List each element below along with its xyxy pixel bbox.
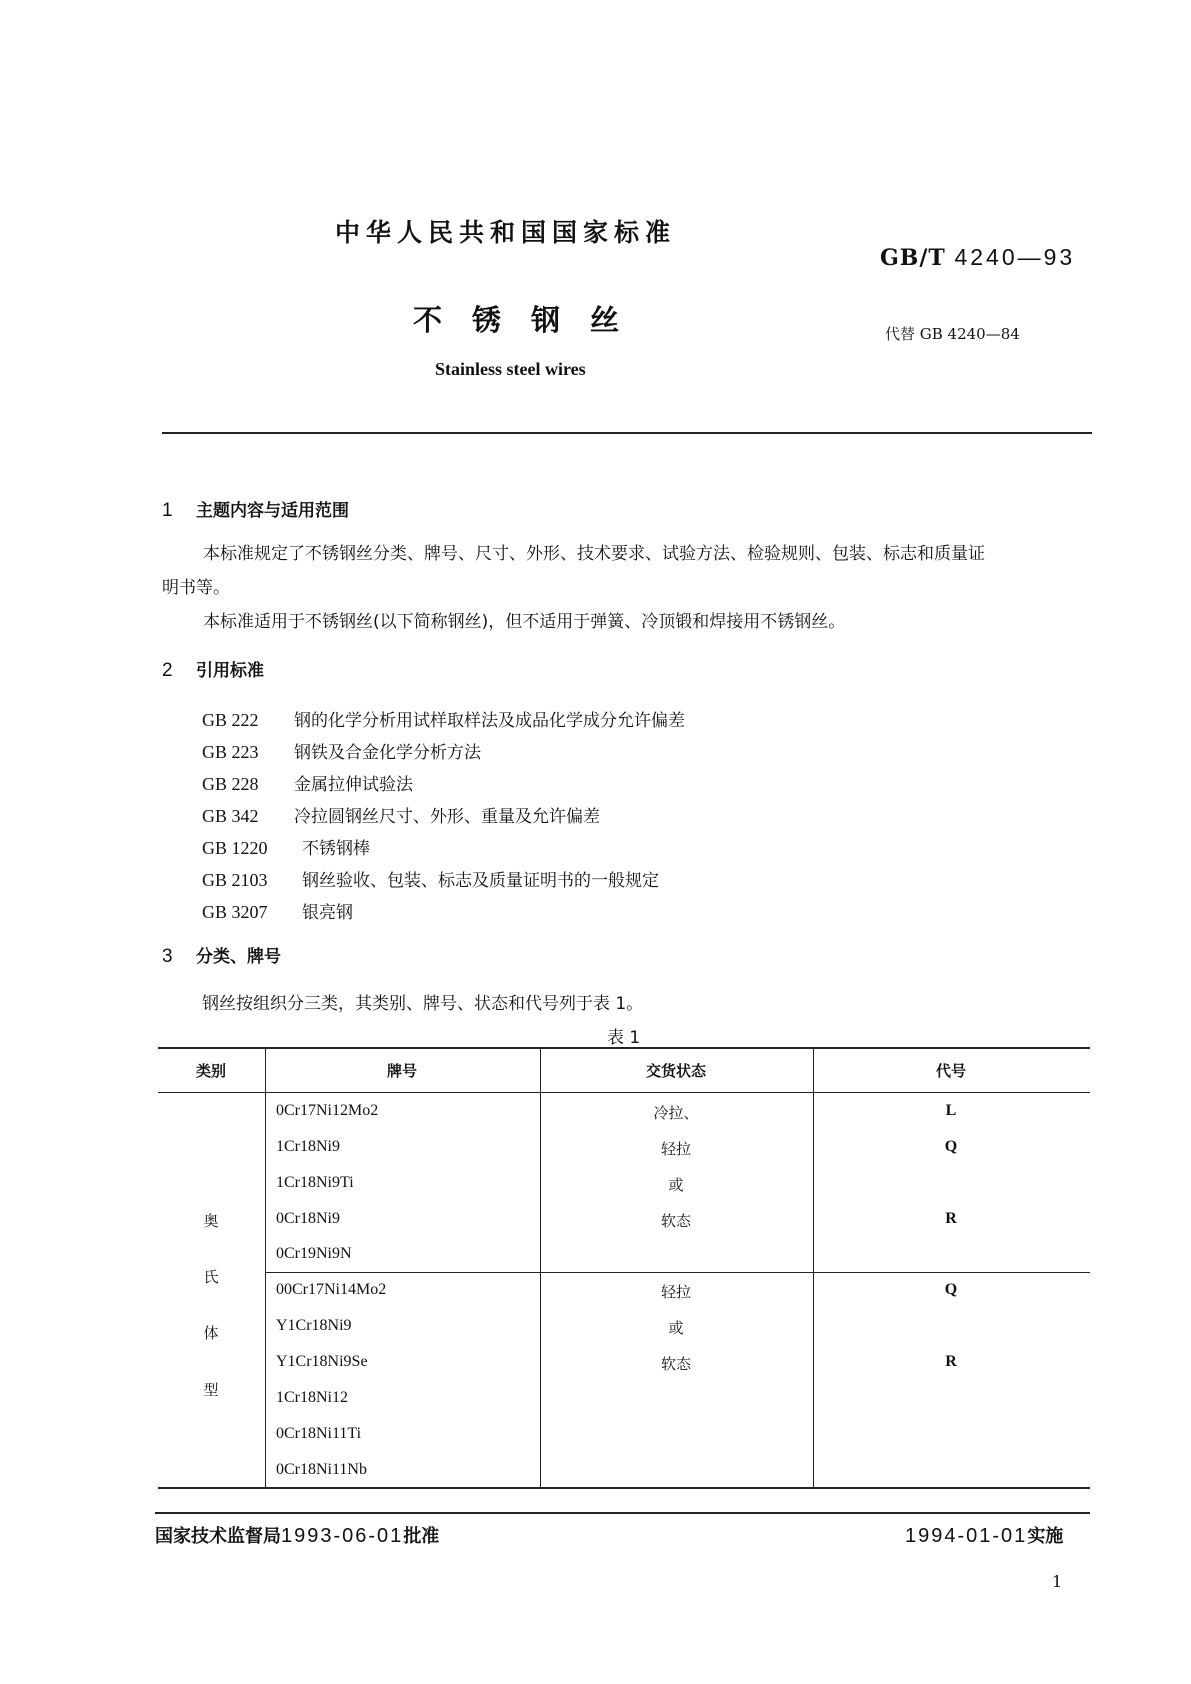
column-header-category: 类别 [195, 1062, 227, 1080]
grade-cell: 0Cr17Ni12Mo2 [276, 1102, 379, 1119]
section-number: 1 [162, 500, 173, 521]
reference-code: GB 1220 [202, 838, 268, 858]
approval-label: 批准 [403, 1526, 440, 1547]
effective-note [905, 1522, 1063, 1548]
delivery-state-cell: 轻拉 [660, 1140, 692, 1158]
table-bottom-rule [158, 1487, 1090, 1489]
section-number: 3 [162, 946, 173, 967]
reference-title: 钢丝验收、包装、标志及质量证明书的一般规定 [302, 871, 659, 891]
grade-cell: 0Cr18Ni11Nb [276, 1461, 367, 1478]
table-top-rule [158, 1047, 1090, 1049]
table-1 [158, 1047, 1090, 1488]
reference-code: GB 222 [202, 710, 259, 730]
delivery-state-cell: 或 [668, 1176, 684, 1194]
standard-number [880, 244, 1075, 271]
grade-cell: 1Cr18Ni9 [276, 1138, 340, 1155]
reference-item [202, 866, 659, 891]
approval-note [155, 1522, 439, 1548]
document-title-en: Stainless steel wires [435, 359, 586, 379]
reference-code: GB 223 [202, 742, 259, 762]
table-caption: 表 1 [607, 1028, 641, 1048]
reference-item [202, 898, 353, 923]
column-divider [813, 1047, 814, 1488]
grade-cell: 0Cr19Ni9N [276, 1245, 352, 1262]
reference-item [202, 738, 481, 763]
category-char: 奥 [203, 1212, 219, 1230]
grade-cell: Y1Cr18Ni9 [276, 1317, 352, 1334]
grade-cell: Y1Cr18Ni9Se [276, 1353, 368, 1370]
section-1-paragraph-1-cont: 明书等。 [162, 578, 230, 598]
section-1-paragraph-2: 本标准适用于不锈钢丝(以下简称钢丝)，但不适用于弹簧、冷顶锻和焊接用不锈钢丝。 [203, 612, 846, 632]
header-rule [162, 432, 1092, 434]
code-cell: Q [944, 1281, 958, 1298]
reference-item [202, 706, 685, 731]
grade-cell: 1Cr18Ni9Ti [276, 1174, 354, 1191]
column-header-delivery-state: 交货状态 [645, 1062, 707, 1080]
delivery-state-cell: 软态 [660, 1212, 692, 1230]
section-3-heading [162, 942, 281, 968]
reference-item [202, 770, 413, 795]
code-cell: Q [944, 1138, 958, 1155]
reference-title: 钢铁及合金化学分析方法 [294, 743, 481, 763]
category-char: 氏 [203, 1268, 219, 1286]
reference-code: GB 2103 [202, 870, 268, 890]
column-header-grade: 牌号 [386, 1062, 418, 1080]
reference-title: 银亮钢 [302, 903, 353, 923]
section-title: 分类、牌号 [196, 947, 281, 967]
section-3-paragraph: 钢丝按组织分三类，其类别、牌号、状态和代号列于表 1。 [202, 994, 644, 1014]
grade-cell: 00Cr17Ni14Mo2 [276, 1281, 387, 1298]
reference-code: GB 342 [202, 806, 259, 826]
delivery-state-cell: 软态 [660, 1355, 692, 1373]
section-title: 主题内容与适用范围 [196, 501, 349, 521]
category-char: 体 [203, 1324, 219, 1342]
table-group-divider [265, 1272, 1090, 1273]
section-number: 2 [162, 660, 173, 681]
section-1-heading [162, 496, 349, 522]
grade-cell: 0Cr18Ni9 [276, 1210, 340, 1227]
grade-cell: 0Cr18Ni11Ti [276, 1425, 362, 1442]
approving-authority: 国家技术监督局 [155, 1526, 281, 1547]
approval-date: 1993-06-01 [281, 1525, 404, 1547]
delivery-state-cell: 或 [668, 1319, 684, 1337]
reference-code: GB 228 [202, 774, 259, 794]
national-standard-heading: 中华人民共和国国家标准 [335, 218, 677, 247]
reference-item [202, 802, 600, 827]
document-title-cn: 不锈钢丝 [413, 303, 650, 337]
section-1-paragraph-1: 本标准规定了不锈钢丝分类、牌号、尺寸、外形、技术要求、试验方法、检验规则、包装、标志和质量证 [203, 544, 985, 564]
page-number: 1 [1052, 1572, 1063, 1591]
standard-prefix: GB/T [880, 245, 946, 271]
column-header-code: 代号 [935, 1062, 967, 1080]
code-cell: R [945, 1353, 957, 1370]
footer-rule [155, 1512, 1090, 1514]
section-title: 引用标准 [196, 661, 264, 681]
effective-label: 实施 [1027, 1526, 1064, 1547]
delivery-state-cell: 轻拉 [660, 1283, 692, 1301]
code-cell: L [945, 1102, 957, 1119]
reference-title: 不锈钢棒 [302, 839, 370, 859]
reference-title: 钢的化学分析用试样取样法及成品化学成分允许偏差 [294, 711, 685, 731]
code-cell: R [945, 1210, 957, 1227]
category-char: 型 [203, 1381, 219, 1399]
reference-title: 金属拉伸试验法 [294, 775, 413, 795]
reference-code: GB 3207 [202, 902, 268, 922]
table-header-rule [158, 1092, 1090, 1093]
section-2-heading [162, 656, 264, 682]
reference-item [202, 834, 370, 859]
column-divider [540, 1047, 541, 1488]
effective-date: 1994-01-01 [905, 1525, 1028, 1547]
grade-cell: 1Cr18Ni12 [276, 1389, 348, 1406]
reference-title: 冷拉圆钢丝尺寸、外形、重量及允许偏差 [294, 807, 600, 827]
replaces-note: 代替 GB 4240—84 [885, 325, 1020, 343]
standard-code: 4240—93 [954, 244, 1076, 270]
delivery-state-cell: 冷拉、 [653, 1104, 699, 1122]
column-divider [265, 1047, 266, 1488]
